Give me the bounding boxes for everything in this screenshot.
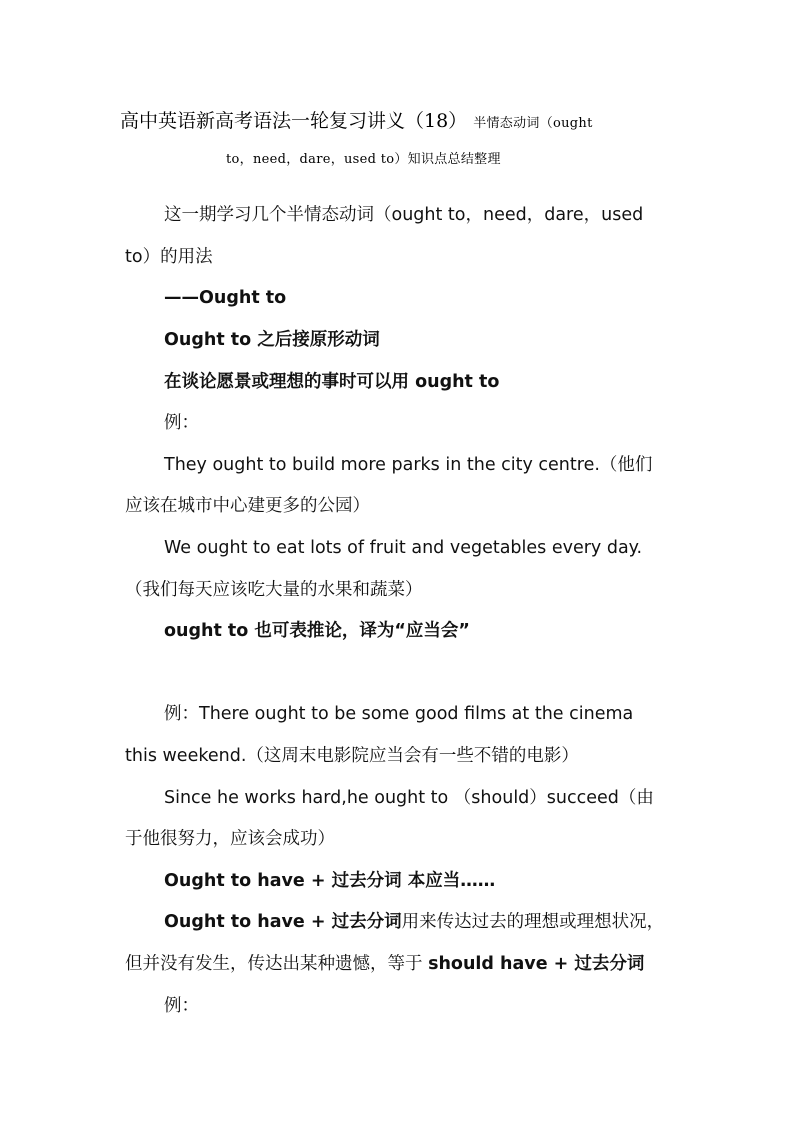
example-3-line1: 例：There ought to be some good films at the cinema [164,704,634,724]
rule-regret-bold: Ought to have + 过去分词 [164,912,402,932]
example-4-line2: 于他很努力，应该会成功） [125,829,335,849]
rule-regret-text: 用来传达过去的理想或理想状况， [401,912,665,932]
rule-ought-to-have: Ought to have + 过去分词 本应当…… [164,871,496,891]
section-heading-ought-to: ——Ought to [164,288,287,308]
example-2-line2: （我们每天应该吃大量的水果和蔬菜） [125,580,423,600]
example-1-line2: 应该在城市中心建更多的公园） [125,496,370,516]
example-4-line1: Since he works hard,he ought to （should）succeed（由 [164,788,654,808]
rule-regret-line1 [164,908,664,936]
rule-ideal-situation: 在谈论愿景或理想的事时可以用 ought to [164,372,500,392]
intro-paragraph-line1: 这一期学习几个半情态动词（ought to，need，dare，used [164,205,644,225]
rule-inference: ought to 也可表推论，译为“应当会” [164,621,470,641]
document-title: 高中英语新高考语法一轮复习讲义（18） [120,110,468,132]
rule-regret-text2: 但并没有发生，传达出某种遗憾，等于 [125,954,429,974]
rule-regret-bold2: should have + 过去分词 [428,954,645,974]
document-title-line1 [120,106,680,136]
intro-paragraph-line2: to）的用法 [125,247,213,267]
example-2-line1: We ought to eat lots of fruit and vegetables every day. [164,538,643,558]
rule-regret-line2 [125,950,644,978]
rule-base-verb: Ought to 之后接原形动词 [164,330,380,350]
example-3-line2: this weekend.（这周末电影院应当会有一些不错的电影） [125,746,579,766]
example-label-2: 例： [164,996,199,1016]
example-1-line1: They ought to build more parks in the city centre.（他们 [164,455,653,475]
document-subtitle-part1: 半情态动词（ought [473,116,593,131]
document-subtitle-part2: to，need，dare，used to）知识点总结整理 [226,152,501,167]
example-label: 例： [164,413,199,433]
